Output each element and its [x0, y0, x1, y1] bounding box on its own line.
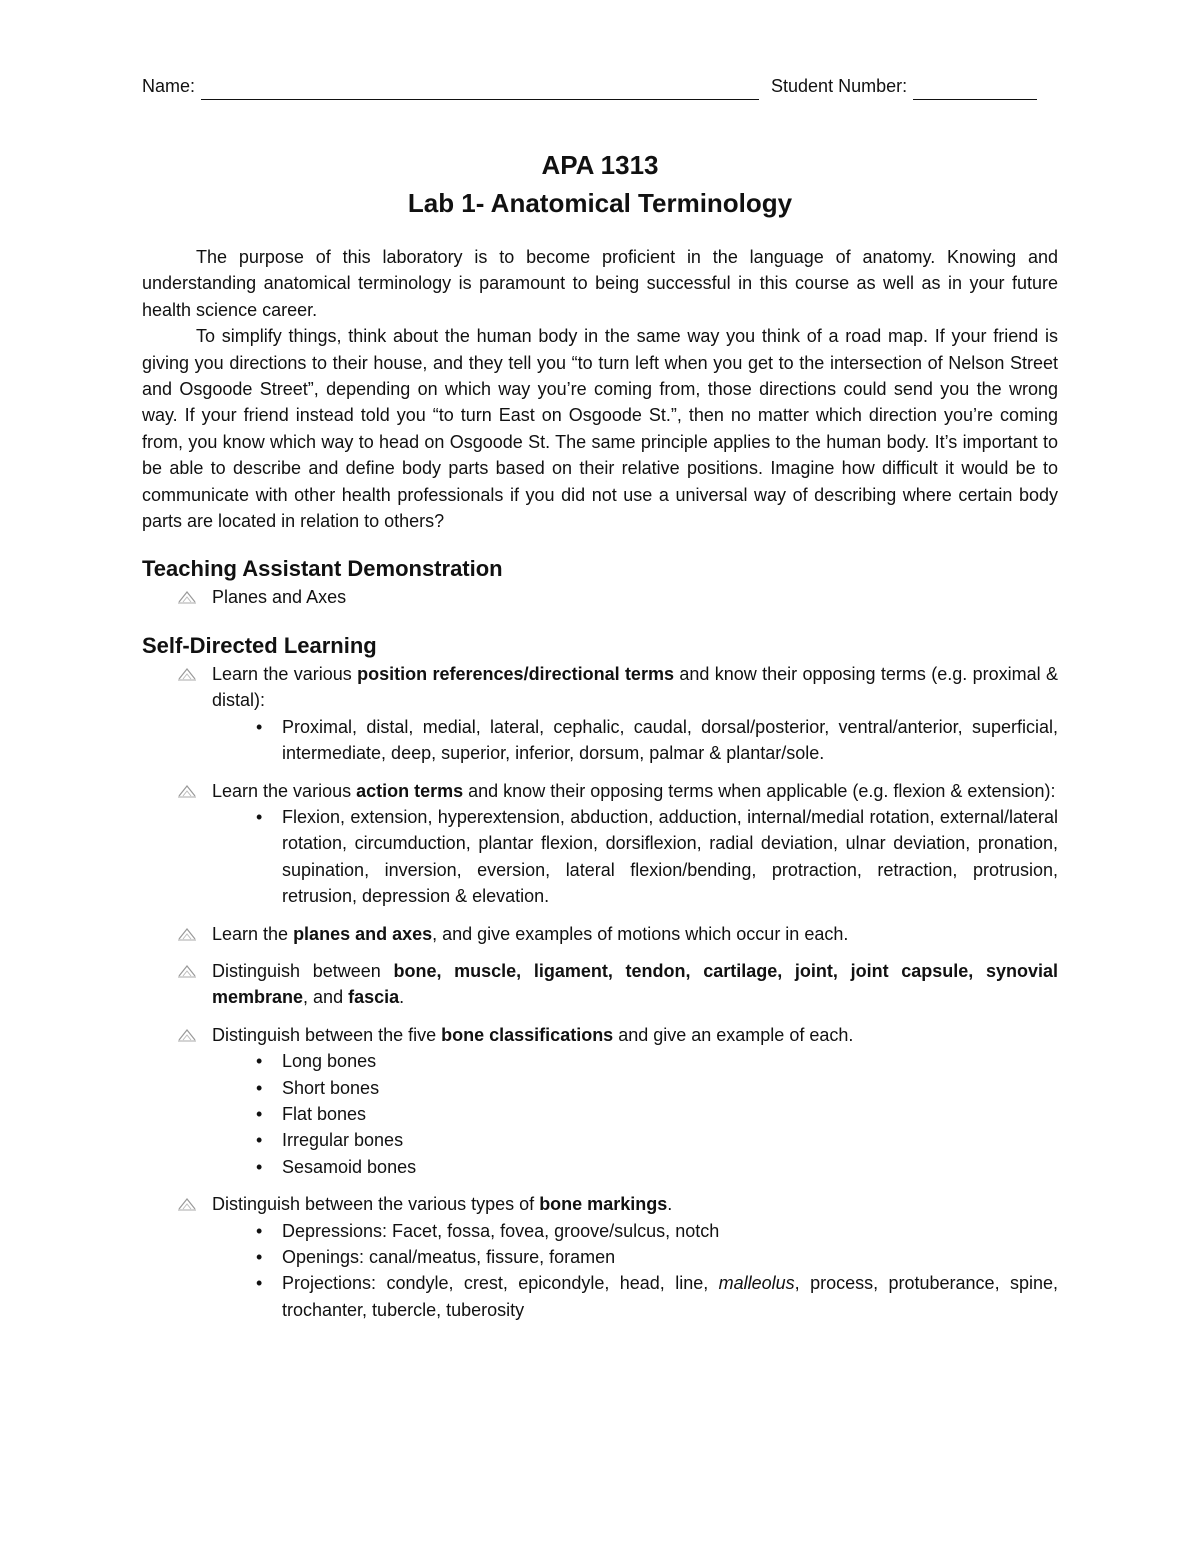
item-text [212, 1022, 1058, 1048]
sub-item: • Short bones [212, 1075, 1058, 1101]
self-directed-heading: Self-Directed Learning [142, 632, 377, 658]
text-span: Projections: condyle, crest, epicondyle, head, line, [282, 1273, 719, 1294]
arrow-bullet-icon [176, 588, 198, 606]
name-field-line[interactable] [201, 77, 759, 100]
bold-term: planes and axes [293, 923, 433, 944]
list-item [142, 1191, 1058, 1323]
bold-term: position references/directional terms [357, 663, 674, 684]
intro-paragraph-2: To simplify things, think about the human body in the same way you think of a road map. If your friend is giving you directions to their house, and they tell you “to turn left when you get to the intersection of Nelson Street and Osgoode Street”, depending on which way you’re coming from, those directions could send you the wrong way. If your friend instead told you “to turn East on Osgoode St.”, then no matter which direction you’re coming from, you know which way to head on Osgoode St. The same principle applies to the human body. It’s important to be able to describe and define body parts based on their relative positions. Imagine how difficult it would be to communicate with other health professionals if you did not use a universal way of describing where certain body parts are located in relation to others? [142, 326, 1058, 532]
teaching-item-text: Planes and Axes [212, 587, 347, 608]
name-label: Name: [142, 76, 196, 96]
arrow-bullet-icon [176, 1026, 198, 1044]
sub-item: • Flat bones [212, 1101, 1058, 1127]
sub-item: • Sesamoid bones [212, 1154, 1058, 1180]
item-text [212, 661, 1058, 714]
sub-list [142, 804, 1058, 910]
teaching-heading: Teaching Assistant Demonstration [142, 556, 503, 582]
course-title: APA 1313 [541, 150, 659, 180]
student-number-label: Student Number: [771, 76, 908, 96]
text-span: Distinguish between the various types of [212, 1194, 540, 1215]
sub-list [142, 1218, 1058, 1324]
bold-term: bone markings [539, 1194, 668, 1215]
list-item [142, 1022, 1058, 1180]
sub-item: • Proximal, distal, medial, lateral, cephalic, caudal, dorsal/posterior, ventral/anterior, superficial, intermediate, deep, superior, inferior, dorsum, palmar & plantar/sole. [212, 714, 1058, 767]
bold-term: bone, muscle, ligament, tendon, cartilage, joint, joint capsule, synovial membrane [212, 960, 1058, 1008]
text-span: , and give examples of motions which occur in each. [432, 923, 849, 944]
item-text [212, 778, 1058, 804]
item-text [212, 1191, 1058, 1217]
text-span: Distinguish between [212, 960, 394, 981]
text-span: . [399, 987, 405, 1008]
list-item [142, 584, 1058, 610]
text-span: and give an example of each. [613, 1024, 854, 1045]
arrow-bullet-icon [176, 925, 198, 943]
text-span: Learn the various [212, 663, 358, 684]
arrow-bullet-icon [176, 665, 198, 683]
arrow-bullet-icon [176, 782, 198, 800]
text-span: , and [303, 987, 349, 1008]
intro-paragraph-1: The purpose of this laboratory is to become proficient in the language of anatomy. Knowing and understanding anatomical terminology is paramount to being successful in this course as well as in your future health science career. [142, 247, 1058, 320]
item-text [212, 958, 1058, 1011]
bold-term: bone classifications [441, 1024, 614, 1045]
teaching-list [142, 584, 1058, 610]
bold-term: action terms [356, 780, 464, 801]
bold-term: fascia [348, 987, 400, 1008]
sub-list [142, 714, 1058, 767]
intro-section [142, 244, 1058, 534]
header-line [142, 70, 1058, 100]
lab-title: Lab 1- Anatomical Terminology [407, 188, 793, 218]
text-span: and know their opposing terms when applicable (e.g. flexion & extension): [463, 780, 1056, 801]
text-span: . [667, 1194, 673, 1215]
text-span: , process, protuberance, spine, trochanter, tubercle, tuberosity [282, 1273, 1059, 1320]
text-span: and know their opposing terms (e.g. proximal & distal): [212, 663, 1058, 711]
item-text [212, 921, 1058, 947]
sub-list [142, 1048, 1058, 1180]
text-span: Learn the various [212, 780, 357, 801]
list-item [142, 661, 1058, 767]
sub-item: • Long bones [212, 1048, 1058, 1074]
arrow-bullet-icon [176, 1195, 198, 1213]
text-span: Learn the [212, 923, 294, 944]
list-item [142, 958, 1058, 1011]
sub-item: • Irregular bones [212, 1127, 1058, 1153]
list-item [142, 778, 1058, 910]
arrow-bullet-icon [176, 962, 198, 980]
sub-item [212, 1270, 1058, 1323]
list-item [142, 921, 1058, 947]
sub-item: • Flexion, extension, hyperextension, abduction, adduction, internal/medial rotation, external/lateral rotation, circumduction, plantar flexion, dorsiflexion, radial deviation, ulnar deviation, pronation, supination, inversion, eversion, lateral flexion/bending, protraction, retraction, protrusion, retrusion, depression & elevation. [212, 804, 1058, 910]
text-span: Distinguish between the five [212, 1024, 442, 1045]
self-directed-list [142, 661, 1058, 1323]
student-number-field-line[interactable] [913, 77, 1037, 100]
sub-item: • Depressions: Facet, fossa, fovea, groove/sulcus, notch [212, 1218, 1058, 1244]
sub-item: • Openings: canal/meatus, fissure, foramen [212, 1244, 1058, 1270]
italic-term: malleolus [718, 1273, 795, 1294]
